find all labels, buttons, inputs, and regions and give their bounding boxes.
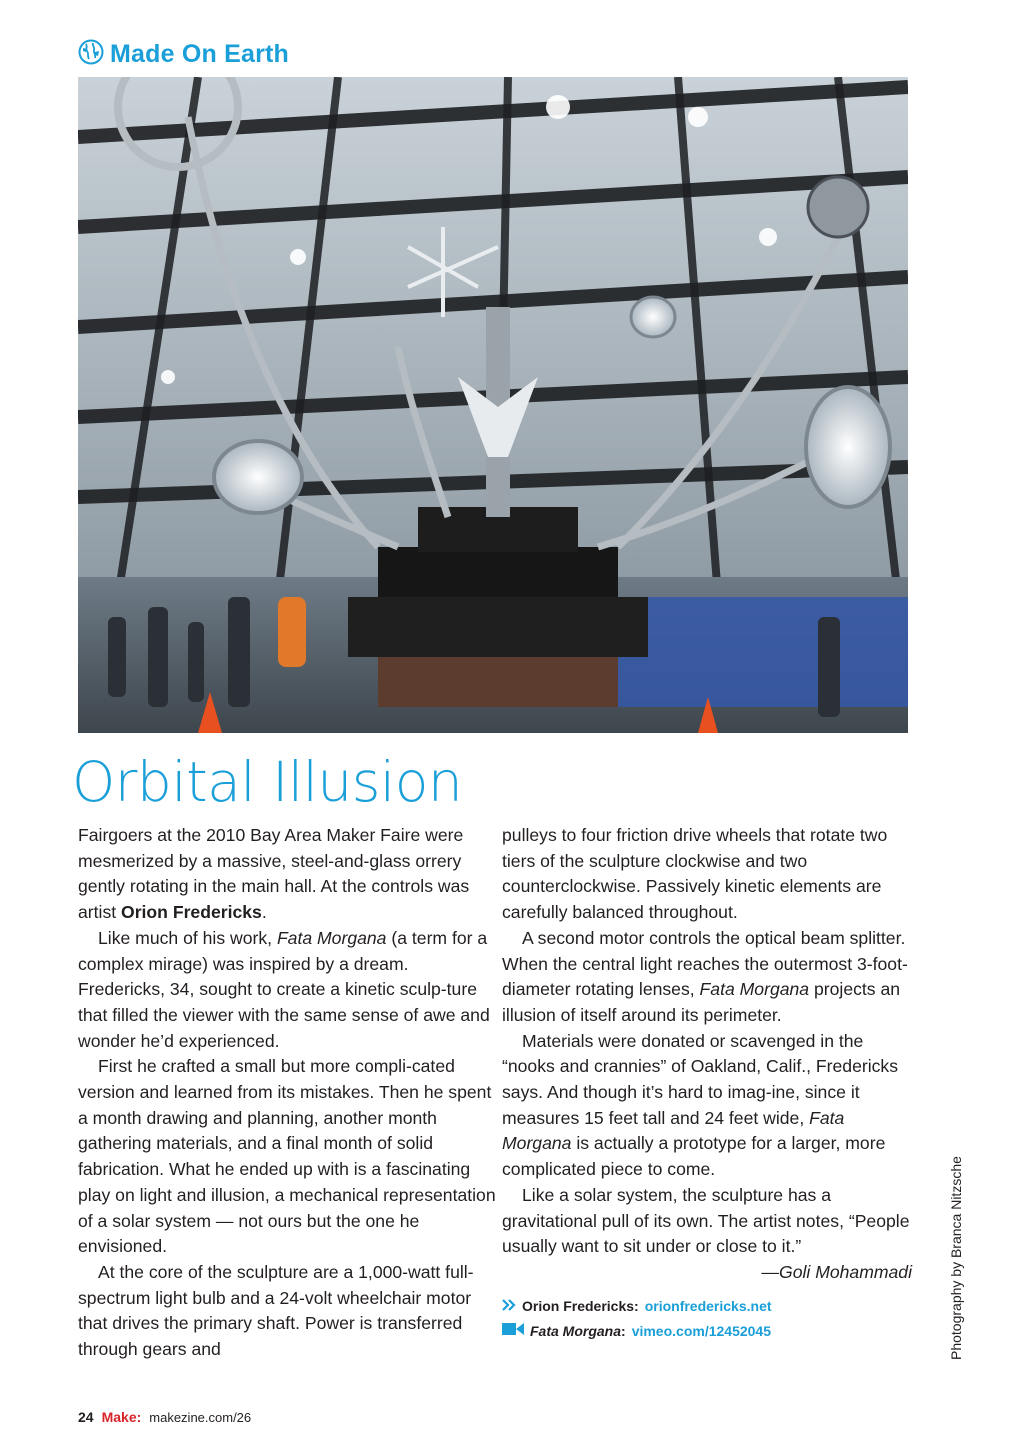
paragraph-3: First he crafted a small but more compli-cated version and learned from its mistakes. Then he spent a month drawing and planning, another month gathering materials, and a final month of solid fabrication. What he ended up with is a fascinating play on light and illusion, a mechanical representation of a solar system — not ours but the one he envisioned. [78,1056,496,1257]
link-video[interactable]: vimeo.com/12452045 [631,1322,772,1339]
link-label-video: Fata Morgana: [530,1322,626,1339]
artwork-title: Fata Morgana [502,1107,845,1154]
magazine-brand: Make: [101,1409,142,1425]
paragraph-2: Like much of his work, Fata Morgana (a term for a complex mirage) was inspired by a dream. Fredericks, 34, sought to create a kinetic sculp-ture that filled the viewer with the same sense of awe and wonder he’d experienced. [78,927,490,1051]
link-artist-website[interactable]: orionfredericks.net [644,1297,772,1314]
paragraph-8: Like a solar system, the sculpture has a gravitational pull of its own. The artist notes, “People usually want to sit under or close to it.” [502,1184,910,1257]
page-number: 24 [78,1409,94,1425]
link-row-artist [502,1294,912,1319]
link-row-video [502,1319,912,1344]
link-label-artist: Orion Fredericks: [522,1297,639,1314]
article-left-column [78,823,498,1363]
artwork-title: Fata Morgana [699,979,810,1000]
article-headline: Orbital Illusion [72,750,463,814]
sculpture-photo [78,77,908,733]
magazine-website: makezine.com/26 [149,1410,252,1425]
author-signature: —Goli Mohammadi [761,1261,912,1282]
page-folio [78,1409,251,1425]
paragraph-5: pulleys to four friction drive wheels that rotate two tiers of the sculpture clockwise and two counterclockwise. Passively kinetic elements are carefully balanced throughout. [502,825,888,923]
paragraph-4: At the core of the sculpture are a 1,000-watt full-spectrum light bulb and a 24-volt wheelchair motor that drives the primary shaft. Power is transferred through gears and [78,1261,474,1360]
artist-name: Orion Fredericks [121,902,262,923]
double-chevron-icon [502,1294,516,1319]
artwork-title: Fata Morgana [276,927,387,948]
section-header [78,36,289,72]
photo-credit: Photography by Branca Nitzsche [948,1156,964,1360]
paragraph-1: Fairgoers at the 2010 Bay Area Maker Faire were mesmerized by a massive, steel-and-glass orrery gently rotating in the main hall. At the controls was artist Orion Fredericks. [78,825,470,923]
section-title: Made On Earth [110,39,290,68]
globe-icon [78,39,104,70]
related-links [502,1294,912,1344]
paragraph-7: Materials were donated or scavenged in the “nooks and crannies” of Oakland, Calif., Fredericks says. And though it’s hard to imag-ine, since it measures 15 feet tall and 24 feet wide, Fata Morgana is actually a prototype for a larger, more complicated piece to come. [502,1030,899,1180]
article-right-column [502,823,912,1344]
paragraph-6: A second motor controls the optical beam splitter. When the central light reaches the outermost 3-foot-diameter rotating lenses, Fata Morgana projects an illusion of itself around its perimeter. [502,927,908,1025]
video-camera-icon [502,1319,524,1344]
